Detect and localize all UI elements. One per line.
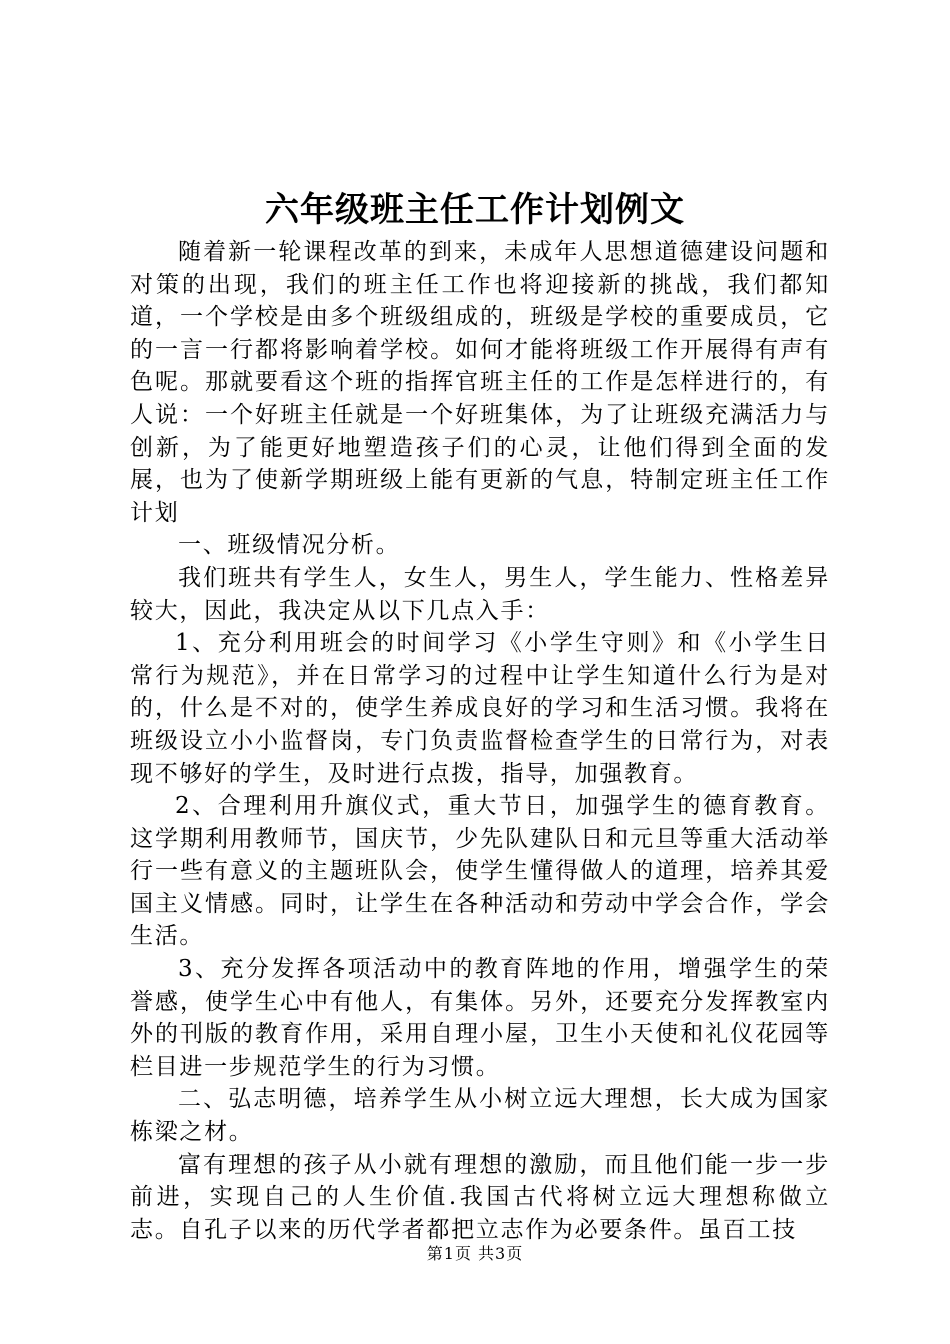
- paragraph-item-1: 1、充分利用班会的时间学习《小学生守则》和《小学生日常行为规范》，并在日常学习的过程中让学生知道什么行为是对的，什么是不对的，使学生养成良好的学习和生活习惯。我将在班级设立小小监督岗，专门负责监督检查学生的日常行为，对表现不够好的学生，及时进行点拨，指导，加强教育。: [130, 630, 830, 787]
- heading-class-analysis: 一、班级情况分析。: [178, 532, 401, 559]
- heading-ideals: 二、弘志明德，培养学生从小树立远大理想，长大成为国家栋梁之材。: [130, 1086, 830, 1146]
- paragraph-class-overview: 我们班共有学生人，女生人，男生人，学生能力、性格差异较大，因此，我决定从以下几点入手：: [130, 564, 830, 624]
- paragraph-ideals: 富有理想的孩子从小就有理想的激励，而且他们能一步一步前进，实现自己的人生价值.我国古代将树立远大理想称做立志。自孔子以来的历代学者都把立志作为必要条件。虽百工技: [130, 1151, 830, 1243]
- page-footer: 第1页 共3页: [426, 1244, 524, 1263]
- document-body: [130, 236, 830, 1246]
- paragraph-item-2: 2、合理利用升旗仪式，重大节日，加强学生的德育教育。这学期利用教师节，国庆节，少先队建队日和元旦等重大活动举行一些有意义的主题班队会，使学生懂得做人的道理，培养其爱国主义情感。同时，让学生在各种活动和劳动中学会合作，学会生活。: [130, 793, 830, 950]
- paragraph-intro: 随着新一轮课程改革的到来，未成年人思想道德建设问题和对策的出现，我们的班主任工作也将迎接新的挑战，我们都知道，一个学校是由多个班级组成的，班级是学校的重要成员，它的一言一行都将影响着学校。如何才能将班级工作开展得有声有色呢。那就要看这个班的指挥官班主任的工作是怎样进行的，有人说：一个好班主任就是一个好班集体，为了让班级充满活力与创新，为了能更好地塑造孩子们的心灵，让他们得到全面的发展，也为了使新学期班级上能有更新的气息，特制定班主任工作计划: [130, 239, 830, 526]
- paragraph-item-3: 3、充分发挥各项活动中的教育阵地的作用，增强学生的荣誉感，使学生心中有他人，有集体。另外，还要充分发挥教室内外的刊版的教育作用，采用自理小屋，卫生小天使和礼仪花园等栏目进一步规范学生的行为习惯。: [130, 956, 830, 1080]
- document-title: 六年级班主任工作计划例文: [265, 190, 685, 230]
